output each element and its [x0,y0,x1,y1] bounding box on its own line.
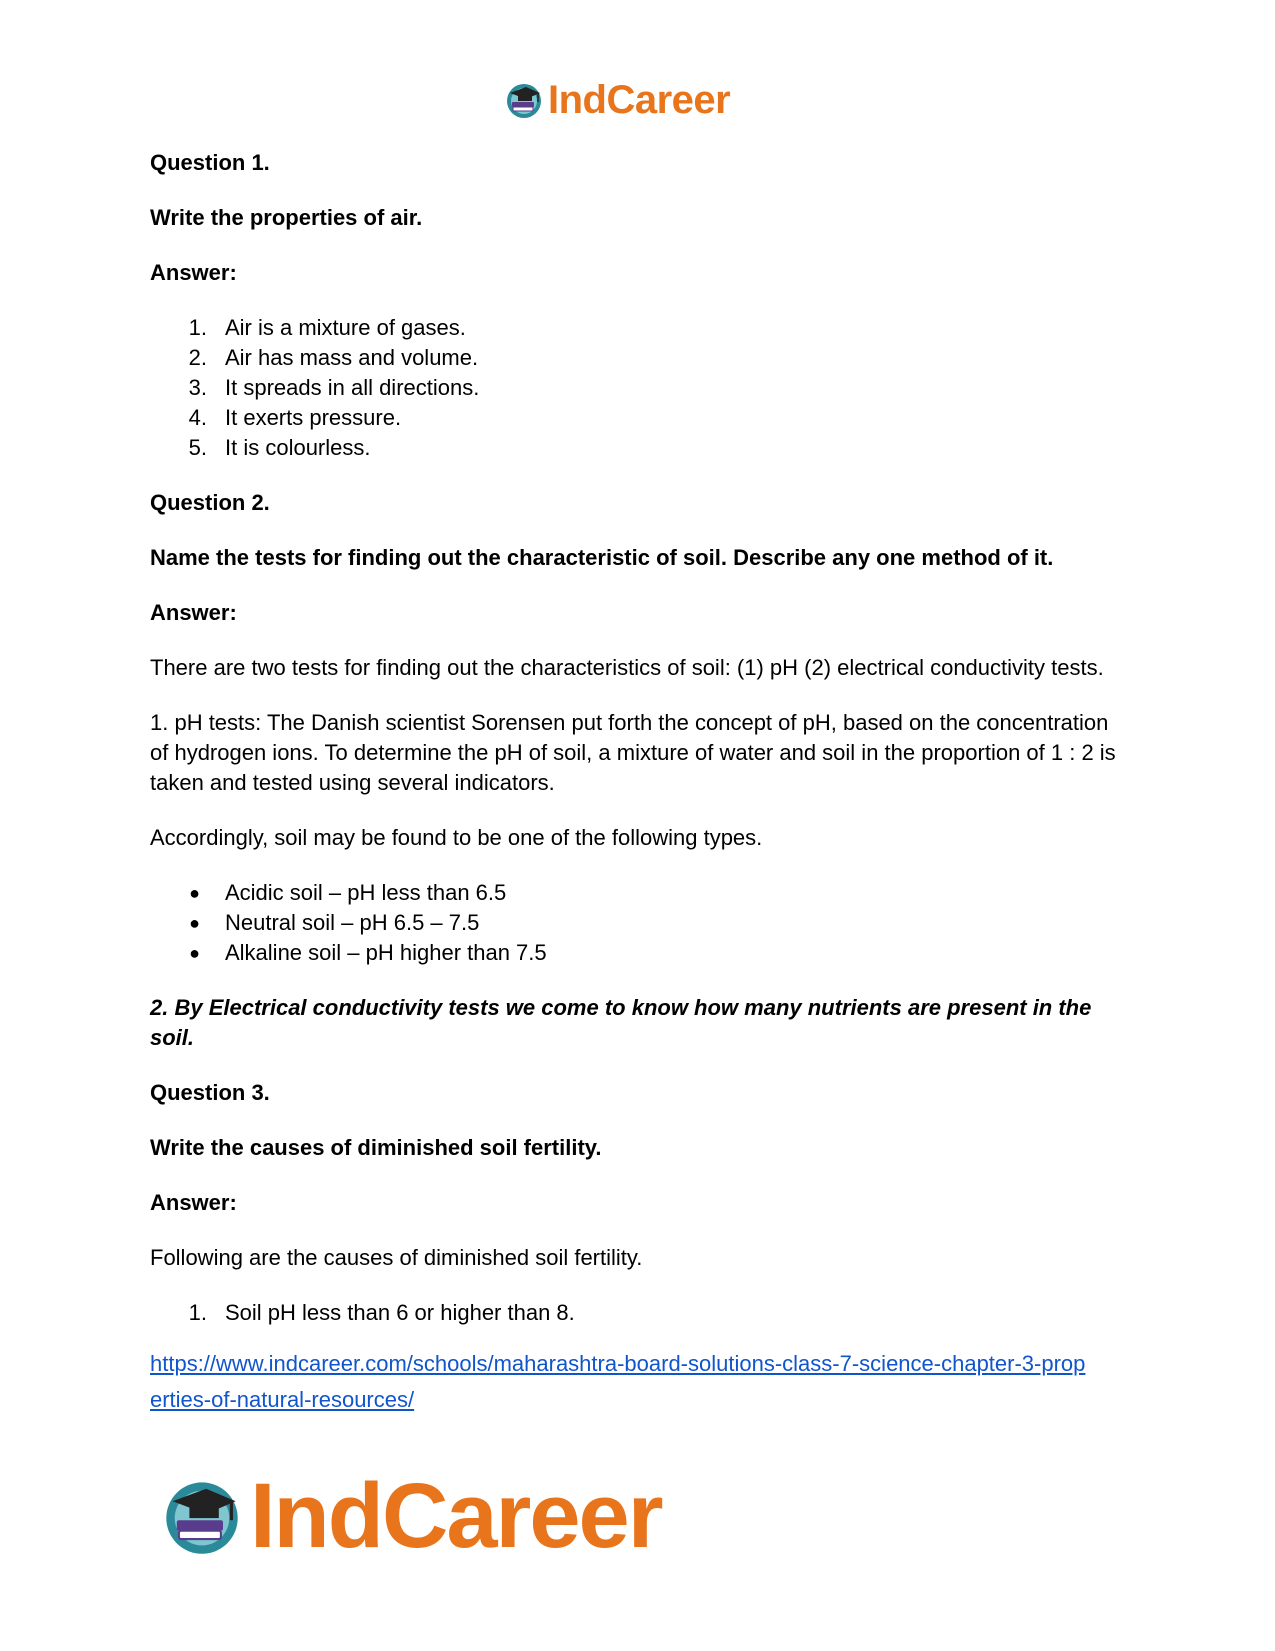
list-item-text: Soil pH less than 6 or higher than 8. [225,1300,575,1325]
list-item-text: Acidic soil – pH less than 6.5 [225,880,507,905]
list-item [150,433,1130,463]
list-number: 1. [188,1300,207,1325]
answer-2-paragraph-1: There are two tests for finding out the characteristics of soil: (1) pH (2) electrical conductivity tests. [150,655,1104,680]
list-item-text: It is colourless. [225,435,371,460]
bullet-icon: ● [189,883,200,903]
question-2-text: Name the tests for finding out the characteristic of soil. Describe any one method of it. [150,545,1054,570]
list-item-text: It exerts pressure. [225,405,402,430]
source-link[interactable] [150,1346,1130,1418]
answer-1-list [150,313,1130,463]
list-item [150,1298,1130,1328]
list-item-text: Air is a mixture of gases. [225,315,466,340]
header-logo-text: IndCareer [548,78,731,122]
bullet-icon: ● [189,943,200,963]
list-number: 4. [188,405,207,430]
list-item-text: It spreads in all directions. [225,375,480,400]
answer-2-label: Answer: [150,600,237,625]
answer-3-list [150,1298,1130,1328]
list-item [150,343,1130,373]
source-link-line-2: erties-of-natural-resources/ [150,1387,415,1412]
list-item-text: Air has mass and volume. [225,345,479,370]
question-1-label: Question 1. [150,150,270,175]
answer-2-paragraph-4: 2. By Electrical conductivity tests we come to know how many nutrients are present in the soil. [150,995,1092,1050]
list-item-text: Neutral soil – pH 6.5 – 7.5 [225,910,480,935]
header-logo [504,80,730,120]
question-1-text: Write the properties of air. [150,205,423,230]
graduation-cap-book-icon [504,80,544,120]
answer-2-paragraph-3: Accordingly, soil may be found to be one of the following types. [150,825,763,850]
list-number: 5. [188,435,207,460]
document-content [150,148,1130,1418]
soil-types-list [150,878,1130,968]
question-2-label: Question 2. [150,490,270,515]
answer-1-label: Answer: [150,260,237,285]
question-3-label: Question 3. [150,1080,270,1105]
list-number: 3. [188,375,207,400]
list-number: 2. [188,345,207,370]
list-item [150,938,1130,968]
footer-logo-text: IndCareer [250,1465,662,1567]
footer-logo [160,1465,662,1567]
list-item [150,313,1130,343]
list-item [150,878,1130,908]
graduation-cap-book-icon [160,1474,244,1558]
answer-3-paragraph-1: Following are the causes of diminished soil fertility. [150,1245,643,1270]
source-link-line-1: https://www.indcareer.com/schools/maharashtra-board-solutions-class-7-science-chapter-3-prop [150,1351,1086,1376]
bullet-icon: ● [189,913,200,933]
answer-3-label: Answer: [150,1190,237,1215]
list-item-text: Alkaline soil – pH higher than 7.5 [225,940,547,965]
list-number: 1. [188,315,207,340]
list-item [150,403,1130,433]
question-3-text: Write the causes of diminished soil fertility. [150,1135,602,1160]
list-item [150,373,1130,403]
answer-2-paragraph-2: 1. pH tests: The Danish scientist Sorensen put forth the concept of pH, based on the concentration of hydrogen ions. To determine the pH of soil, a mixture of water and soil in the proportion of 1 : 2 is taken and tested using several indicators. [150,710,1116,795]
list-item [150,908,1130,938]
